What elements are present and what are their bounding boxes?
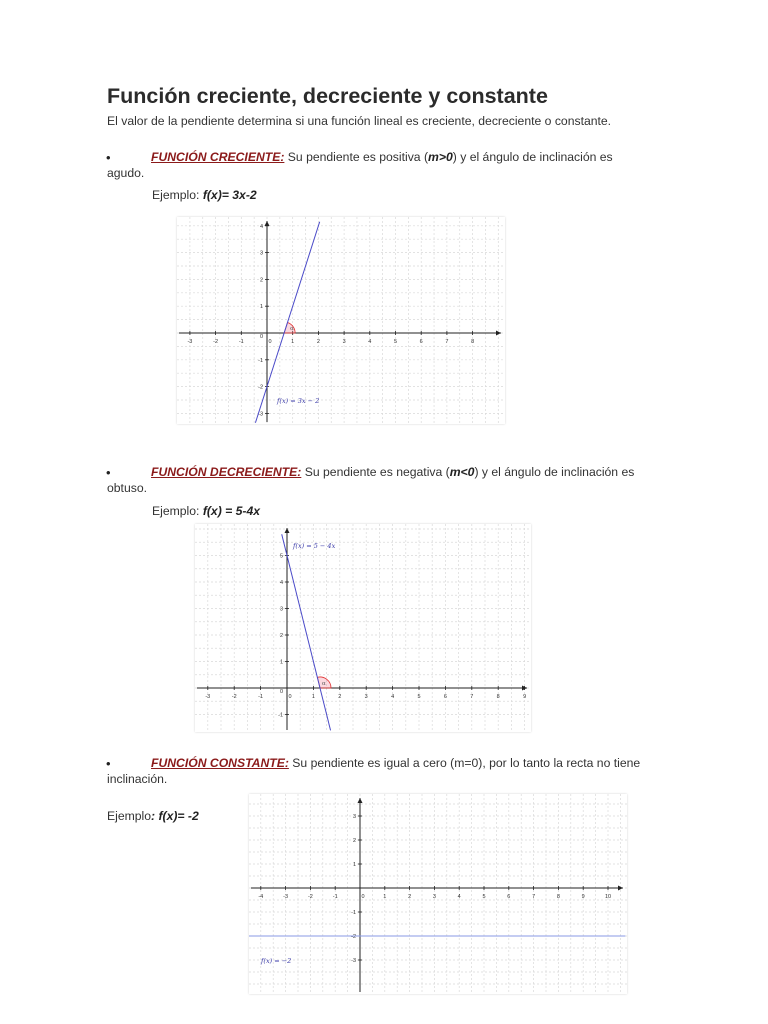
y-tick-label: -3 bbox=[258, 411, 263, 418]
creciente-example-label: Ejemplo: bbox=[152, 188, 203, 202]
x-tick-label: 1 bbox=[291, 339, 295, 345]
y-tick-label: 1 bbox=[352, 862, 356, 868]
x-tick-label: 4 bbox=[368, 339, 372, 345]
y-tick-label: -1 bbox=[258, 357, 263, 364]
bullet-creciente: • bbox=[106, 150, 111, 165]
angle-label: α bbox=[322, 681, 326, 687]
function-label: f(x) = 5 − 4x bbox=[293, 542, 336, 550]
decreciente-text-before: Su pendiente es negativa ( bbox=[301, 465, 450, 479]
x-tick-label: 0 bbox=[361, 894, 365, 900]
constante-example bbox=[107, 808, 199, 824]
graph-decreciente-svg bbox=[195, 524, 531, 732]
y-tick-label: 1 bbox=[279, 659, 283, 666]
x-tick-label: 5 bbox=[417, 694, 421, 700]
y-axis-arrow bbox=[358, 798, 363, 803]
x-tick-label: -1 bbox=[258, 694, 264, 700]
x-tick-label: 3 bbox=[364, 694, 368, 700]
x-tick-label: -1 bbox=[332, 894, 338, 900]
creciente-text-before: Su pendiente es positiva ( bbox=[284, 150, 429, 164]
y-tick-label: -1 bbox=[278, 712, 283, 719]
x-tick-label: -2 bbox=[213, 339, 219, 345]
x-tick-label: -2 bbox=[231, 694, 237, 700]
x-tick-label: 5 bbox=[482, 894, 486, 900]
constante-paragraph bbox=[107, 755, 652, 787]
y-tick-label: 0 bbox=[279, 689, 283, 695]
y-tick-label: 3 bbox=[352, 814, 356, 820]
function-line bbox=[279, 534, 331, 730]
x-tick-label: 3 bbox=[342, 339, 346, 345]
y-tick-label: -1 bbox=[351, 910, 356, 916]
x-tick-label: 4 bbox=[391, 694, 395, 700]
x-tick-label: 7 bbox=[532, 894, 536, 900]
y-tick-label: 3 bbox=[279, 606, 283, 613]
x-tick-label: -3 bbox=[205, 694, 211, 700]
graph-creciente bbox=[177, 217, 505, 424]
decreciente-example-label: Ejemplo: bbox=[152, 504, 203, 518]
graph-constante bbox=[249, 794, 627, 994]
y-tick-label: -2 bbox=[258, 384, 263, 391]
x-tick-label: 8 bbox=[471, 339, 475, 345]
constante-keyword: FUNCIÓN CONSTANTE: bbox=[151, 756, 289, 770]
y-tick-label: 4 bbox=[259, 223, 263, 230]
bullet-constante: • bbox=[106, 756, 111, 771]
decreciente-example-formula: f(x) = 5-4x bbox=[202, 504, 261, 518]
x-tick-label: 0 bbox=[288, 694, 292, 700]
x-tick-label: 1 bbox=[311, 694, 315, 700]
creciente-example bbox=[152, 187, 257, 203]
y-tick-label: 0 bbox=[259, 334, 263, 340]
y-tick-label: 2 bbox=[259, 277, 263, 284]
page-title: Función creciente, decreciente y constante bbox=[107, 84, 548, 108]
x-tick-label: 2 bbox=[408, 894, 412, 900]
x-tick-label: -3 bbox=[283, 894, 289, 900]
constante-text: Su pendiente es igual a cero (m=0), por lo tanto la recta no tiene inclinación. bbox=[107, 756, 641, 786]
intro-paragraph: El valor de la pendiente determina si una función lineal es creciente, decreciente o constante. bbox=[107, 114, 612, 128]
creciente-text-after: ) y el ángulo de inclinación es agudo. bbox=[107, 150, 613, 180]
graph-constante-svg bbox=[249, 794, 627, 994]
x-tick-label: 8 bbox=[496, 694, 500, 700]
x-tick-label: 8 bbox=[556, 894, 560, 900]
y-tick-label: 5 bbox=[279, 553, 283, 560]
bullet-decreciente: • bbox=[106, 465, 111, 480]
x-tick-label: 2 bbox=[316, 339, 320, 345]
y-axis-arrow bbox=[265, 221, 270, 226]
x-tick-label: 1 bbox=[383, 894, 387, 900]
constante-example-formula: : f(x)= -2 bbox=[151, 809, 199, 823]
y-tick-label: 1 bbox=[259, 304, 263, 311]
y-tick-label: -2 bbox=[351, 934, 356, 940]
graph-creciente-svg bbox=[177, 217, 505, 424]
x-tick-label: 3 bbox=[432, 894, 436, 900]
x-tick-label: 9 bbox=[581, 894, 585, 900]
angle-label: α bbox=[290, 326, 294, 332]
decreciente-example bbox=[152, 503, 260, 519]
x-tick-label: 9 bbox=[523, 694, 527, 700]
y-tick-label: 4 bbox=[279, 580, 283, 586]
x-tick-label: 5 bbox=[393, 339, 398, 345]
decreciente-text-after: ) y el ángulo de inclinación es obtuso. bbox=[107, 465, 635, 495]
y-tick-label: 2 bbox=[352, 838, 356, 844]
creciente-paragraph bbox=[107, 149, 652, 181]
graph-decreciente bbox=[195, 524, 531, 732]
y-tick-label: 2 bbox=[279, 633, 283, 639]
y-tick-label: 3 bbox=[259, 250, 263, 257]
x-tick-label: 2 bbox=[338, 694, 342, 700]
x-tick-label: -2 bbox=[307, 894, 313, 900]
x-tick-label: 7 bbox=[470, 694, 474, 700]
creciente-keyword: FUNCIÓN CRECIENTE: bbox=[151, 150, 285, 164]
x-tick-label: 4 bbox=[457, 894, 461, 900]
x-tick-label: 10 bbox=[604, 894, 612, 900]
x-tick-label: -3 bbox=[187, 339, 193, 345]
creciente-example-formula: f(x)= 3x-2 bbox=[202, 188, 257, 202]
x-tick-label: 6 bbox=[507, 894, 511, 900]
creciente-condition: m>0 bbox=[428, 150, 453, 164]
x-tick-label: -1 bbox=[238, 339, 244, 345]
x-tick-label: 6 bbox=[443, 694, 447, 700]
x-tick-label: 7 bbox=[445, 339, 449, 345]
decreciente-condition: m<0 bbox=[449, 465, 475, 479]
function-line bbox=[255, 222, 319, 423]
x-tick-label: -4 bbox=[258, 894, 264, 900]
y-tick-label: -3 bbox=[351, 958, 356, 964]
function-label: f(x) = 3x − 2 bbox=[277, 397, 320, 405]
decreciente-paragraph bbox=[107, 464, 652, 496]
constante-example-label: Ejemplo bbox=[107, 809, 152, 823]
function-label: f(x) = −2 bbox=[261, 957, 292, 965]
x-tick-label: 0 bbox=[268, 339, 272, 345]
decreciente-keyword: FUNCIÓN DECRECIENTE: bbox=[151, 465, 302, 479]
x-tick-label: 6 bbox=[419, 339, 423, 345]
